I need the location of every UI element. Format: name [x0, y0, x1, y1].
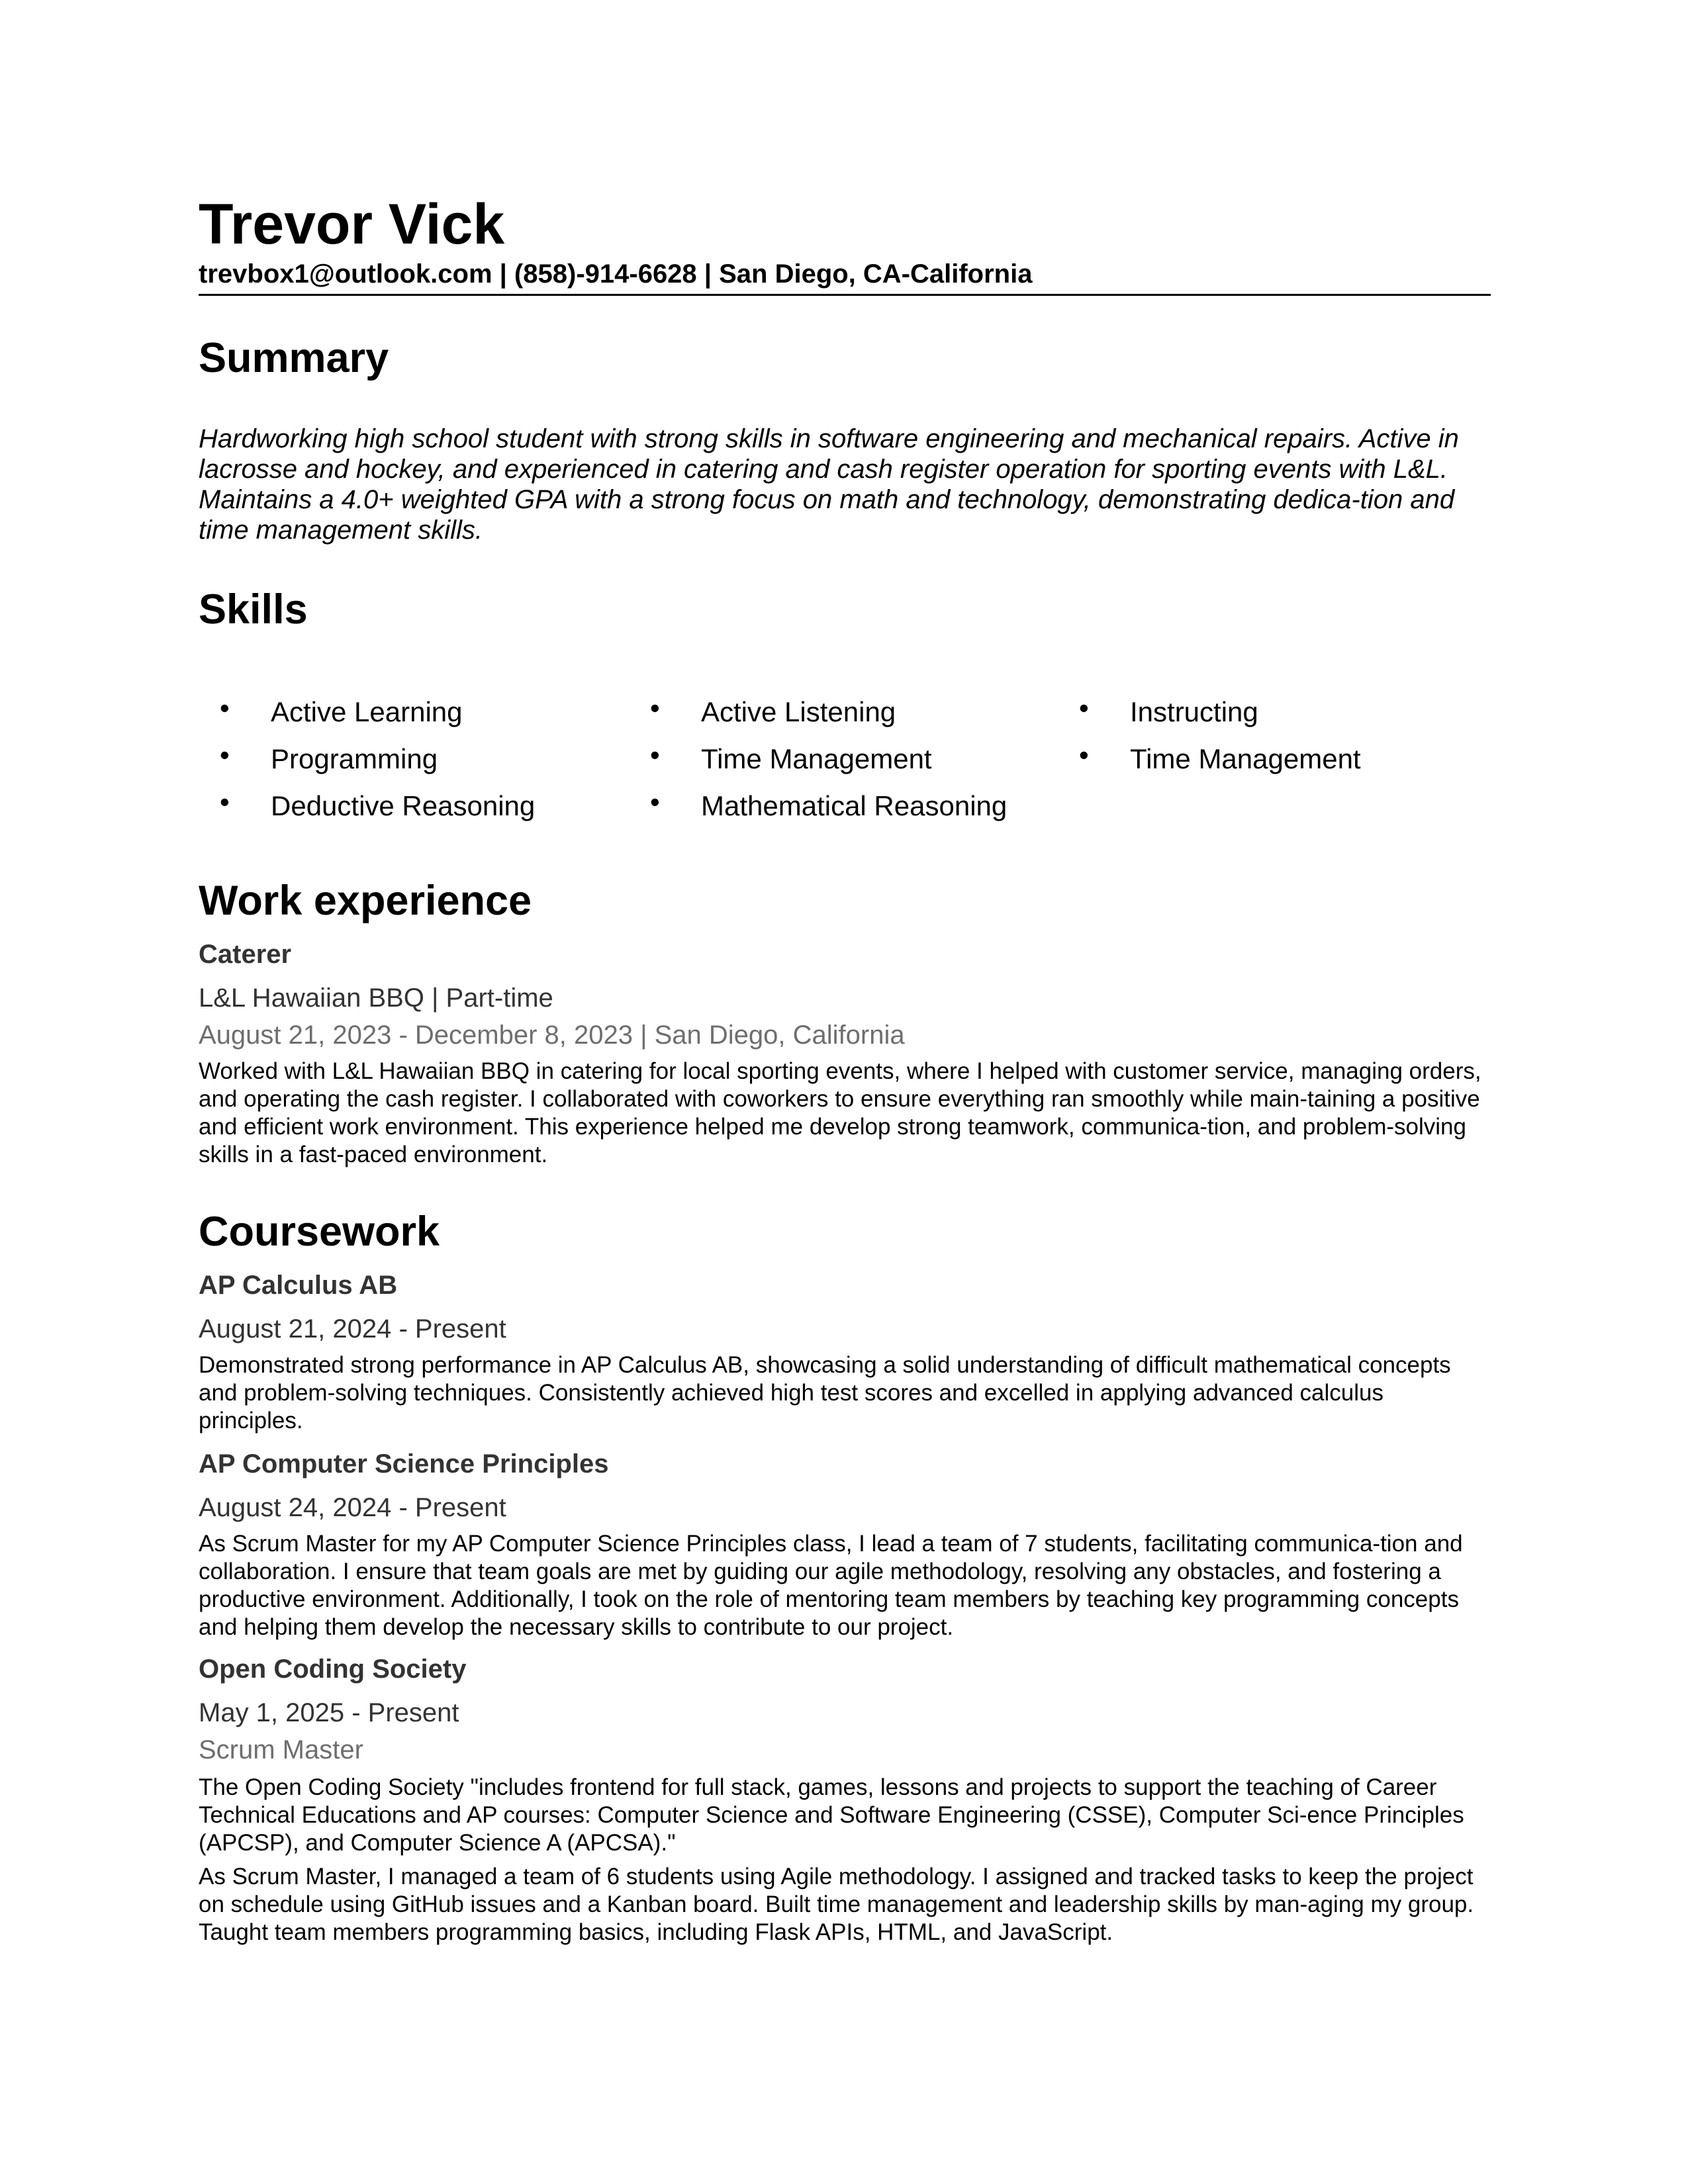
course-dates: May 1, 2025 - Present	[199, 1698, 459, 1727]
coursework-heading: Coursework	[199, 1208, 440, 1255]
skills-column-1	[199, 688, 622, 829]
skill-item: • Active Listening	[629, 688, 1053, 735]
skill-item: • Time Management	[629, 735, 1053, 782]
bullet-icon: •	[220, 739, 230, 770]
work-experience-heading: Work experience	[199, 878, 532, 924]
course-description: As Scrum Master for my AP Computer Science Principles class, I lead a team of 7 students, facilitating communica-tion and collaboration. I ensure that team goals are met by guiding our agile methodology, resolving any obstacles, and fostering a productive environment. Additionally, I took on the role of mentoring team members by teaching key programming concepts and helping them develop the necessary skills to contribute to our project.	[199, 1531, 1463, 1640]
job-description: Worked with L&L Hawaiian BBQ in catering for local sporting events, where I helped with customer service, managing orders, and operating the cash register. I collaborated with coworkers to ensure everything ran smoothly while main-taining a positive and efficient work environment. This experience helped me develop strong teamwork, communica-tion, and problem-solving skills in a fast-paced environment.	[199, 1058, 1481, 1167]
course-title: Open Coding Society	[199, 1655, 467, 1684]
course-title: AP Computer Science Principles	[199, 1449, 609, 1479]
course-role: Scrum Master	[199, 1735, 363, 1764]
job-dates-location: August 21, 2023 - December 8, 2023 | San Diego, California	[199, 1021, 905, 1050]
skills-column-3	[1058, 688, 1481, 782]
bullet-icon: •	[1079, 739, 1089, 770]
bullet-icon: •	[650, 739, 660, 770]
skill-item: • Time Management	[1058, 735, 1481, 782]
job-company: L&L Hawaiian BBQ | Part-time	[199, 983, 553, 1013]
skills-heading: Skills	[199, 586, 308, 633]
bullet-icon: •	[220, 786, 230, 817]
course-description: Demonstrated strong performance in AP Calculus AB, showcasing a solid understanding of difficult mathematical concepts and problem-solving techniques. Consistently achieved high test scores and excelled in applying advanced calculus principles.	[199, 1352, 1451, 1433]
candidate-name: Trevor Vick	[199, 193, 505, 256]
bullet-icon: •	[650, 692, 660, 723]
skill-item: • Instructing	[1058, 688, 1481, 735]
summary-heading: Summary	[199, 335, 389, 381]
job-title: Caterer	[199, 940, 292, 969]
skill-item: • Deductive Reasoning	[199, 782, 622, 829]
course-description: The Open Coding Society "includes frontend for full stack, games, lessons and projects to support the teaching of Career Technical Educations and AP courses: Computer Science and Software Engineering (CSSE), Computer Sci-ence Principles (APCSP), and Computer Science A (APCSA)."	[199, 1774, 1464, 1856]
bullet-icon: •	[650, 786, 660, 817]
course-title: AP Calculus AB	[199, 1271, 398, 1300]
header-divider	[199, 294, 1491, 296]
bullet-icon: •	[1079, 692, 1089, 723]
course-description-continued: As Scrum Master, I managed a team of 6 students using Agile methodology. I assigned and tracked tasks to keep the project on schedule using GitHub issues and a Kanban board. Built time management and leadership skills by man-aging my group. Taught team members programming basics, including Flask APIs, HTML, and JavaScript.	[199, 1864, 1474, 1945]
skills-column-2	[629, 688, 1053, 829]
bullet-icon: •	[220, 692, 230, 723]
course-dates: August 21, 2024 - Present	[199, 1314, 506, 1343]
skill-item: • Programming	[199, 735, 622, 782]
skill-item: • Active Learning	[199, 688, 622, 735]
skill-item: • Mathematical Reasoning	[629, 782, 1053, 829]
contact-line: trevbox1@outlook.com | (858)-914-6628 | San Diego, CA-California	[199, 259, 1033, 289]
course-dates: August 24, 2024 - Present	[199, 1493, 506, 1522]
summary-text: Hardworking high school student with strong skills in software engineering and mechanical repairs. Active in lacrosse and hockey, and experienced in catering and cash register operation for sporting events with L&L. Maintains a 4.0+ weighted GPA with a strong focus on math and technology, demonstrating dedica-tion and time management skills.	[199, 424, 1459, 545]
